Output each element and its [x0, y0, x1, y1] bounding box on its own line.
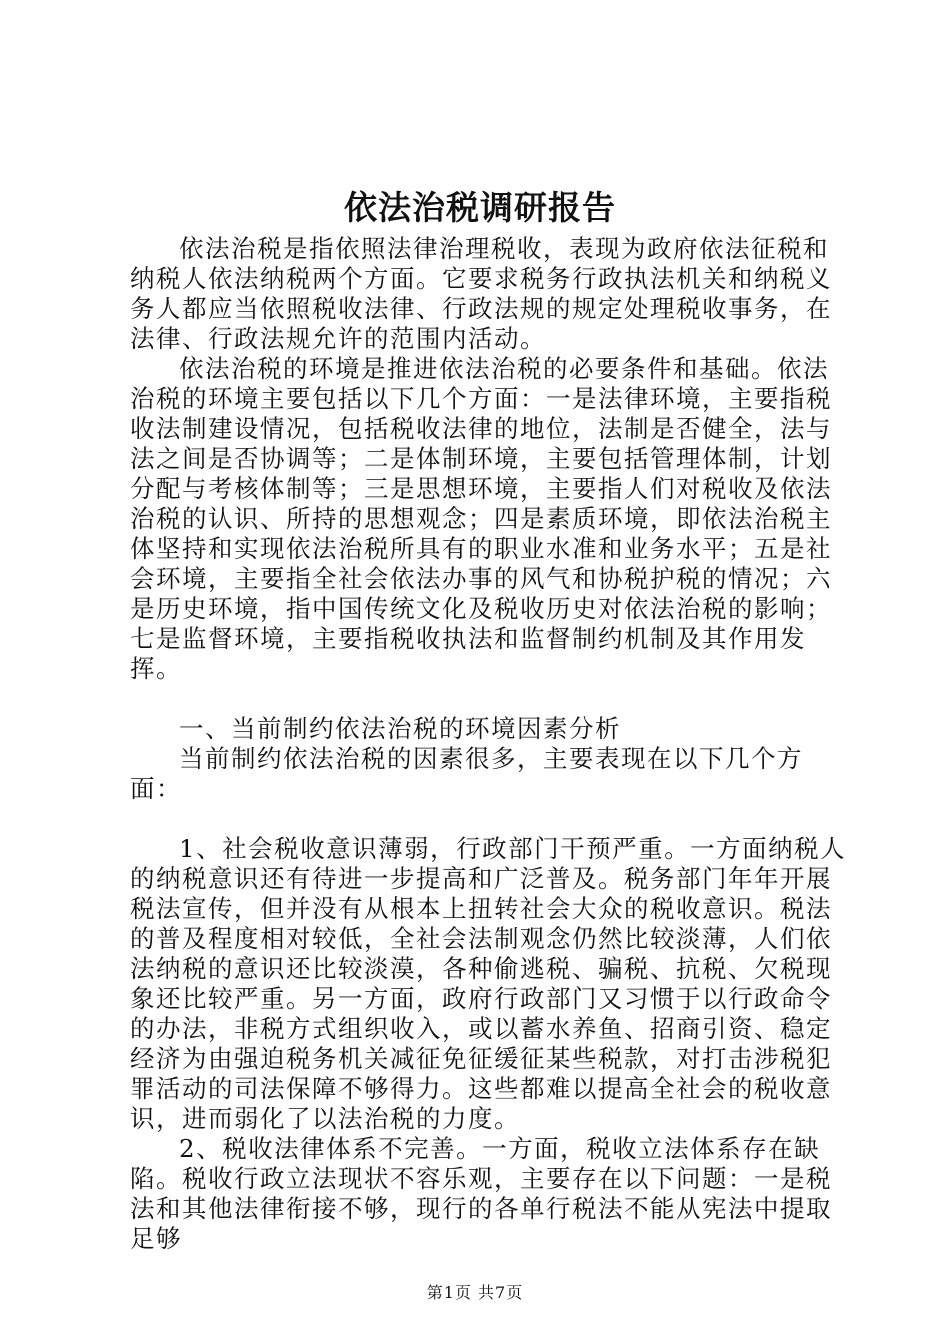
paragraph-factor-1: 1、社会税收意识薄弱，行政部门干预严重。一方面纳税人的纳税意识还有待进一步提高和广泛普及。税务部门年年开展税法宣传，但并没有从根本上扭转社会大众的税收意识。税法的普及程度相对较低，全社会法制观念仍然比较淡薄，人们依法纳税的意识还比较淡漠，各种偷逃税、骗税、抗税、欠税现象还比较严重。另一方面，政府行政部门又习惯于以行政命令的办法，非税方式组织收入，或以蓄水养鱼、招商引资、稳定经济为由强迫税务机关减征免征缓征某些税款，对打击涉税犯罪活动的司法保障不够得力。这些都难以提高全社会的税收意识，进而弱化了以法治税的力度。 — [130, 834, 847, 1133]
paragraph-factor-2: 2、税收法律体系不完善。一方面，税收立法体系存在缺陷。税收行政立法现状不容乐观，主要存在以下问题：一是税法和其他法律衔接不够，现行的各单行税法不能从宪法中提取足够 — [130, 1134, 832, 1253]
paragraph-environment: 依法治税的环境是推进依法治税的必要条件和基础。依法治税的环境主要包括以下几个方面：一是法律环境，主要指税收法制建设情况，包括税收法律的地位，法制是否健全，法与法之间是否协调等；二是体制环境，主要包括管理体制，计划分配与考核体制等；三是思想环境，主要指人们对税收及依法治税的认识、所持的思想观念；四是素质环境，即依法治税主体坚持和实现依法治税所具有的职业水准和业务水平；五是社会环境，主要指全社会依法办事的风气和协税护税的情况；六是历史环境，指中国传统文化及税收历史对依法治税的影响；七是监督环境，主要指税收执法和监督制约机制及其作用发挥。 — [130, 354, 832, 683]
page-footer: 第1页 共7页 — [426, 1283, 524, 1302]
paragraph-definition: 依法治税是指依照法律治理税收，表现为政府依法征税和纳税人依法纳税两个方面。它要求税务行政执法机关和纳税义务人都应当依照税收法律、行政法规的规定处理税收事务，在法律、行政法规允许的范围内活动。 — [130, 234, 832, 353]
section-heading-1: 一、当前制约依法治税的环境因素分析 — [179, 714, 621, 743]
document-title: 依法治税调研报告 — [344, 188, 616, 227]
paragraph-factors-intro: 当前制约依法治税的因素很多，主要表现在以下几个方面： — [130, 744, 803, 803]
document-body — [130, 234, 850, 1254]
